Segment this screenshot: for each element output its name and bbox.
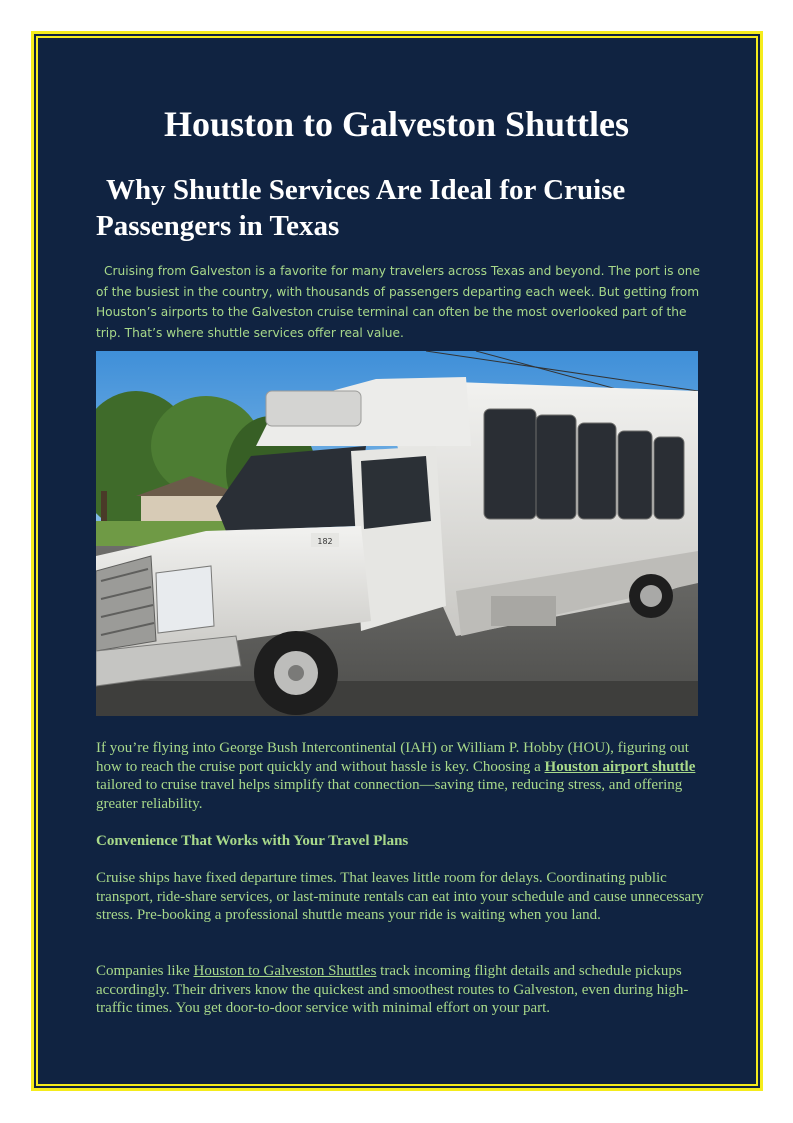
section-title [96,172,716,244]
shuttle-bus-photo [96,351,698,716]
body-paragraph-2: Cruise ships have fixed departure times. That leaves little room for delays. Coordinating public transport, ride-share services, or last-minute rentals can eat into your schedule and cause unnecessary stress. Pre-booking a professional shuttle means your ride is waiting when you land. [96,870,704,924]
body-paragraph-3 [96,962,706,1018]
page-title: Houston to Galveston Shuttles [163,104,630,144]
section-title-line-2: Passengers in Texas [96,210,340,242]
houston-to-galveston-shuttles-link[interactable]: Houston to Galveston Shuttles [193,963,377,979]
paragraph-1-text-before: If you’re flying into George Bush Intercontinental (IAH) or William P. Hobby (HOU), figuring out how to reach the cruise port quickly and without hassle is key. Choosing a [96,740,689,775]
paragraph-3-text-before: Companies like [96,963,194,979]
paragraph-1-text-after: tailored to cruise travel helps simplify that connection—saving time, reducing stress, and offering greater reliability. [96,777,683,813]
section-heading: Convenience That Works with Your Travel Plans [96,833,409,849]
houston-airport-shuttle-link[interactable]: Houston airport shuttle [544,758,696,775]
intro-paragraph: Cruising from Galveston is a favorite for many travelers across Texas and beyond. The port is one of the busiest in the country, with thousands of passengers departing each week. But getting from Houston’s airports to the Galveston cruise terminal can often be the most overlooked part of the trip. That’s where shuttle services offer real value. [96,264,701,340]
paragraph-3-text-after: track incoming flight details and schedule pickups accordingly. Their drivers know the quickest and smoothest routes to Galveston, even during high-traffic times. You get door-to-door service with minimal effort on your part. [96,963,689,1017]
section-title-line-1: Why Shuttle Services Are Ideal for Cruise [106,174,626,206]
vehicle-number-text: 182 [317,537,333,546]
body-paragraph-1 [96,739,706,814]
